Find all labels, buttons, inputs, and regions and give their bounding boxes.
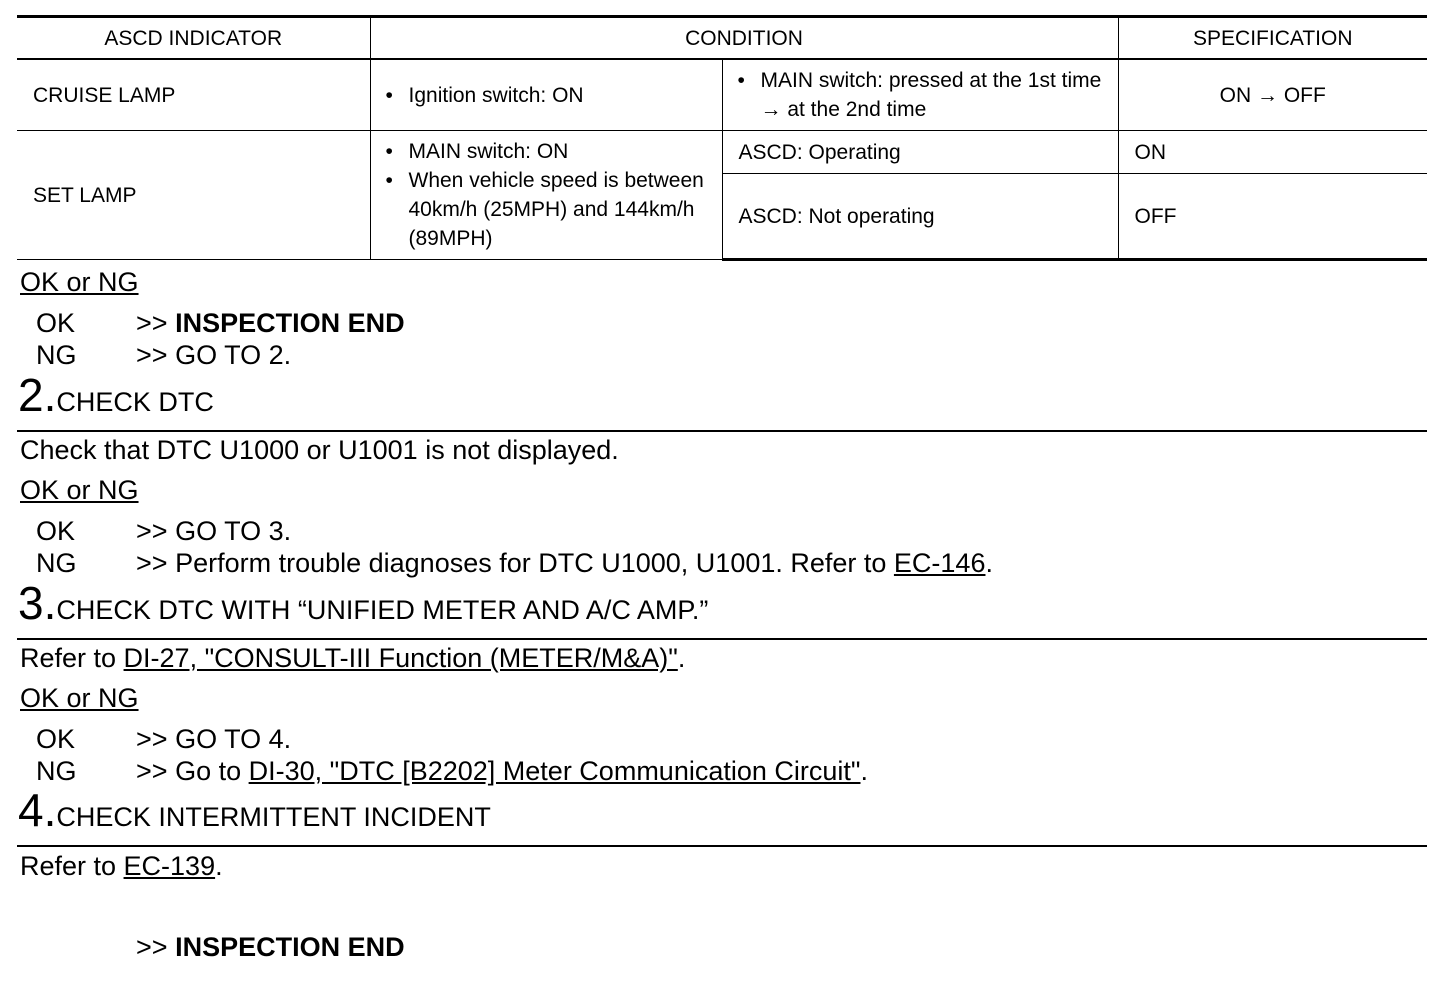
header-ascd-indicator: ASCD INDICATOR <box>17 17 370 60</box>
step3-ok-action: >> GO TO 4. <box>136 724 292 754</box>
step3-body: Refer to DI-27, "CONSULT-III Function (METER/M&A)". <box>20 643 686 673</box>
di-27-link[interactable]: DI-27, "CONSULT-III Function (METER/M&A)" <box>123 643 678 673</box>
step3-number: 3. <box>18 577 57 629</box>
header-condition: CONDITION <box>370 17 1118 60</box>
step4-heading <box>18 784 491 836</box>
set-spec-a-cell: ON <box>1118 131 1427 174</box>
cruise-spec-cell: ON → OFF <box>1118 59 1427 131</box>
ng-label: NG <box>36 756 77 786</box>
ok-label: OK <box>36 308 76 338</box>
step4-rule <box>17 845 1427 847</box>
cruise-cond2-cell <box>722 59 1118 131</box>
header-specification: SPECIFICATION <box>1118 17 1427 60</box>
step2-ng-action: >> Perform trouble diagnoses for DTC U1000, U1001. Refer to EC-146. <box>136 548 993 578</box>
step4-title: CHECK INTERMITTENT INCIDENT <box>56 802 491 832</box>
step1-ng-action: >> GO TO 2. <box>136 340 292 370</box>
set-cond2b-cell: ASCD: Not operating <box>722 174 1118 260</box>
ok-or-ng-heading-1: OK or NG <box>20 267 139 297</box>
cruise-lamp-cell: CRUISE LAMP <box>17 59 370 131</box>
step4-body: Refer to EC-139. <box>20 851 223 881</box>
step3-ng-action: >> Go to DI-30, "DTC [B2202] Meter Communication Circuit". <box>136 756 868 786</box>
cruise-cond2: • MAIN switch: pressed at the 1st time → at the 2nd time <box>761 66 1108 124</box>
ok-or-ng-heading-2: OK or NG <box>20 475 139 505</box>
ok-label: OK <box>36 724 76 754</box>
cruise-cond1: • Ignition switch: ON <box>409 81 712 110</box>
step1-ok-action: >> INSPECTION END <box>136 308 405 338</box>
set-cond1a: • MAIN switch: ON <box>409 137 712 166</box>
ok-label: OK <box>36 516 76 546</box>
step3-title: CHECK DTC WITH “UNIFIED METER AND A/C AMP.” <box>56 595 709 625</box>
cruise-cond1-cell <box>370 59 722 131</box>
set-cond2a-cell: ASCD: Operating <box>722 131 1118 174</box>
set-cond1b: • When vehicle speed is between 40km/h (25MPH) and 144km/h (89MPH) <box>409 166 712 253</box>
ok-or-ng-heading-3: OK or NG <box>20 683 139 713</box>
set-cond1-cell <box>370 131 722 260</box>
step2-ok-action: >> GO TO 3. <box>136 516 292 546</box>
step3-heading <box>18 577 709 629</box>
step4-final-action: >> INSPECTION END <box>136 932 405 962</box>
step4-number: 4. <box>18 784 57 836</box>
di-30-link[interactable]: DI-30, "DTC [B2202] Meter Communication Circuit" <box>248 756 861 786</box>
ec-146-link[interactable]: EC-146 <box>893 548 986 578</box>
step3-rule <box>17 638 1427 640</box>
ng-label: NG <box>36 548 77 578</box>
ascd-indicator-table <box>17 15 1427 261</box>
step2-title: CHECK DTC <box>56 387 214 417</box>
step2-number: 2. <box>18 369 57 421</box>
ec-139-link[interactable]: EC-139 <box>123 851 216 881</box>
step2-rule <box>17 430 1427 432</box>
step2-body: Check that DTC U1000 or U1001 is not displayed. <box>20 435 619 465</box>
ng-label: NG <box>36 340 77 370</box>
set-spec-b-cell: OFF <box>1118 174 1427 260</box>
step2-heading <box>18 369 214 421</box>
set-lamp-cell: SET LAMP <box>17 131 370 260</box>
